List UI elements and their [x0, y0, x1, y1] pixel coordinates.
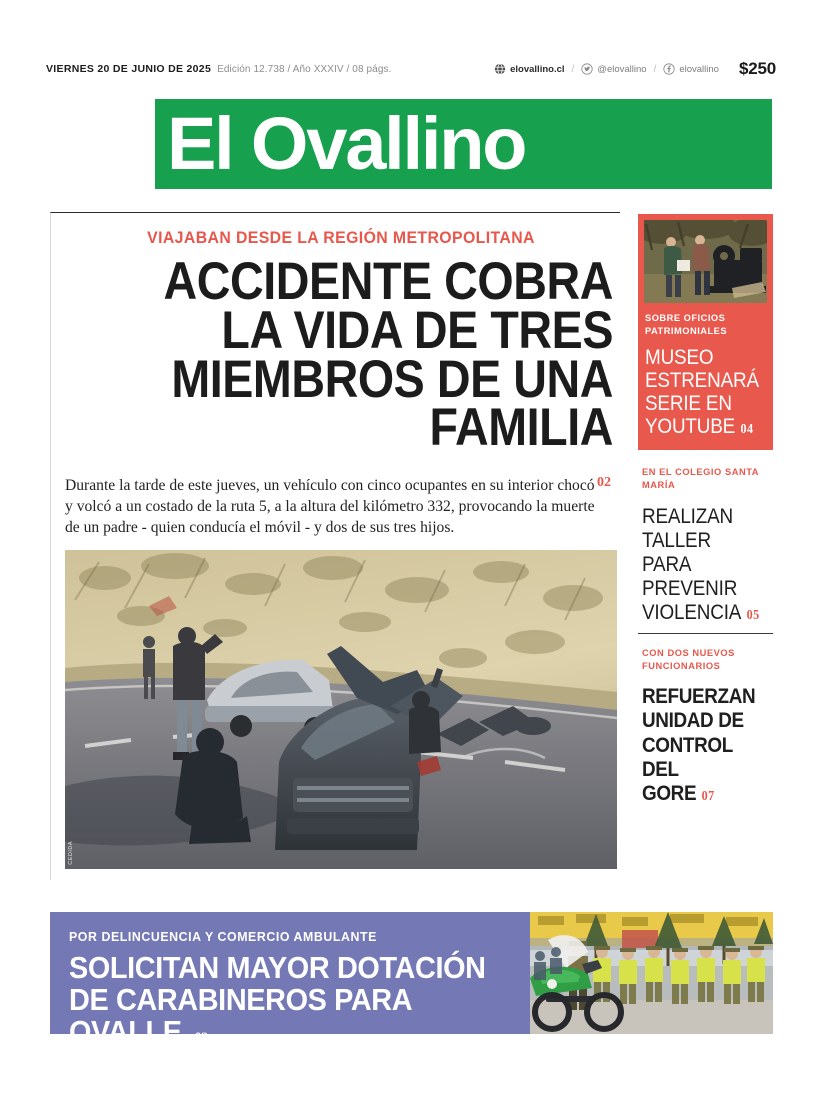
top-bar [46, 58, 776, 80]
lead-story-photo [65, 550, 617, 869]
bottom-story-headline[interactable] [69, 952, 498, 1048]
twitter-icon [581, 63, 593, 75]
sidebar-item-taller[interactable] [638, 450, 773, 633]
sidebar-item-gore[interactable] [638, 633, 773, 814]
bottom-story-headline-text: SOLICITAN MAYOR DOTACIÓN DE CARABINEROS PARA OVALLE [69, 950, 486, 1049]
twitter-handle: @elovallino [597, 63, 647, 75]
bottom-story[interactable] [50, 912, 773, 1049]
bottom-story-photo [530, 912, 773, 1034]
social-separator-1: / [571, 63, 575, 75]
sidebar-item-taller-headline-text: REALIZAN TALLER PARA PREVENIR VIOLENCIA [642, 504, 742, 625]
sidebar-item-museo-page-ref[interactable]: 04 [740, 421, 754, 437]
facebook-handle: elovallino [679, 63, 719, 75]
sidebar-item-gore-headline[interactable] [642, 685, 755, 806]
bottom-story-page-ref[interactable]: 03 [194, 1029, 208, 1046]
accident-scene-illustration [65, 550, 617, 869]
lead-photo-credit: CEDIDA [68, 840, 74, 865]
publication-date: VIERNES 20 DE JUNIO DE 2025 [46, 63, 212, 75]
edition-info: Edición 12.738 / Año XXXIV / 08 págs. [217, 64, 392, 75]
sidebar-item-taller-kicker: EN EL COLEGIO SANTA MARÍA [642, 467, 759, 491]
facebook-link[interactable] [663, 63, 719, 75]
lead-story-text: Durante la tarde de este jueves, un vehículo con cinco ocupantes en su interior chocó y volcó a un costado de la ruta 5, a la altura del kilómetro 332, provocando la muerte de un padre - quien conducía el móvil - y dos de sus tres hijos. [65, 477, 595, 537]
lead-story-body [65, 475, 611, 539]
website-label: elovallino.cl [510, 63, 565, 75]
cover-price: $250 [738, 59, 776, 78]
sidebar-item-museo[interactable] [638, 214, 773, 450]
sidebar-item-gore-page-ref[interactable]: 07 [701, 787, 715, 803]
sidebar [638, 214, 773, 880]
social-links [494, 59, 776, 79]
lead-story-headline[interactable]: ACCIDENTE COBRA LA VIDA DE TRES MIEMBROS DE UNA FAMILIA [163, 252, 613, 458]
sidebar-item-museo-headline-text: MUSEO ESTRENARÁ SERIE EN YOUTUBE [645, 346, 759, 439]
facebook-icon [663, 63, 675, 75]
website-link[interactable] [494, 63, 564, 75]
heritage-trades-illustration [644, 220, 767, 303]
sidebar-item-gore-kicker: CON DOS NUEVOS FUNCIONARIOS [642, 648, 735, 672]
sidebar-item-taller-headline[interactable] [642, 504, 760, 626]
lead-story [50, 212, 620, 880]
sidebar-item-taller-page-ref[interactable]: 05 [746, 607, 760, 623]
twitter-link[interactable] [581, 63, 646, 75]
lead-story-page-ref[interactable]: 02 [597, 475, 611, 490]
sidebar-item-museo-photo [644, 220, 767, 303]
globe-icon [494, 63, 506, 75]
sidebar-item-museo-kicker: SOBRE OFICIOS PATRIMONIALES [645, 313, 728, 336]
dateline [46, 63, 391, 75]
carabineros-formation-illustration [530, 912, 773, 1034]
masthead-title: El Ovallino [167, 102, 526, 185]
sidebar-item-museo-headline[interactable] [645, 346, 759, 439]
lead-story-kicker: VIAJABAN DESDE LA REGIÓN METROPOLITANA [147, 229, 535, 247]
social-separator-2: / [653, 63, 657, 75]
bottom-story-kicker: POR DELINCUENCIA Y COMERCIO AMBULANTE [69, 929, 377, 944]
sidebar-item-gore-headline-text: REFUERZAN UNIDAD DE CONTROL DEL GORE [642, 685, 756, 805]
bottom-story-text-panel [50, 912, 530, 1049]
masthead [155, 99, 772, 189]
